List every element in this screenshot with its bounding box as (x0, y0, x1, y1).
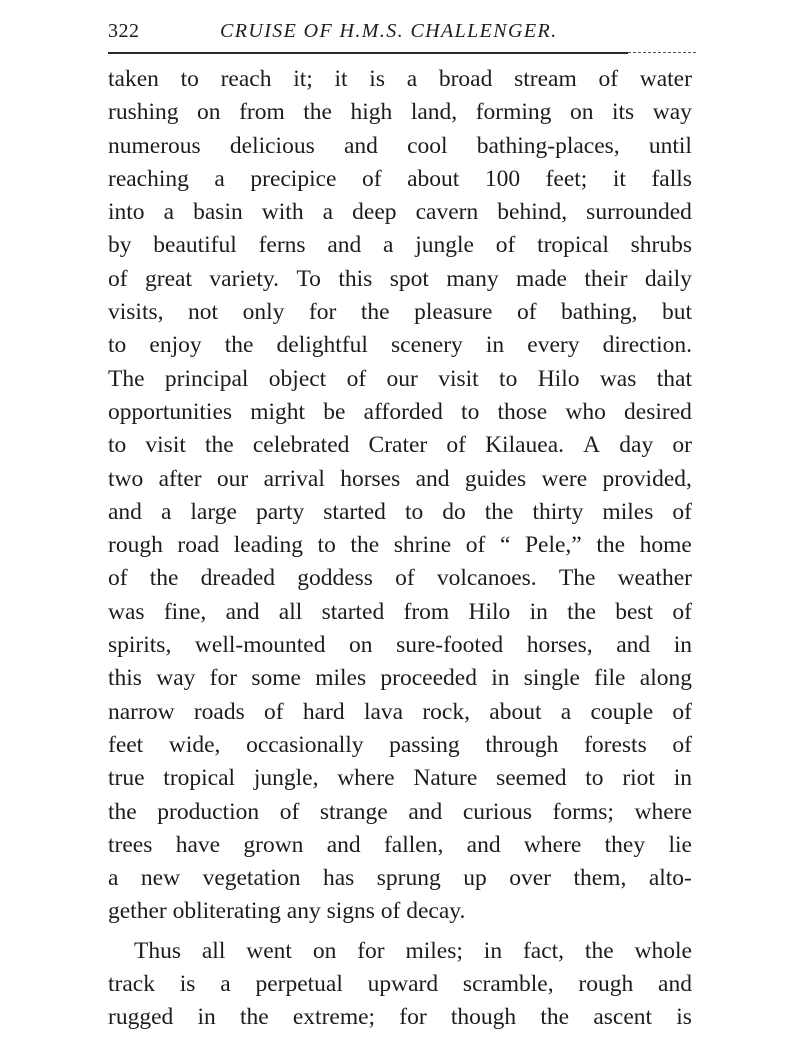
text-line: of the dreaded goddess of volcanoes. The weather (108, 565, 692, 592)
text-line: rushing on from the high land, forming on its way (108, 99, 692, 126)
text-line: opportunities might be afforded to those who desired (108, 398, 692, 425)
body-text (108, 63, 692, 1035)
page-number: 322 (108, 20, 140, 42)
text-line: to enjoy the delightful scenery in every direction. (108, 332, 692, 359)
running-title: CRUISE OF H.M.S. CHALLENGER. (220, 20, 558, 42)
text-line: narrow roads of hard lava rock, about a couple of (108, 698, 692, 725)
text-line: rugged in the extreme; for though the ascent is (108, 1004, 692, 1031)
text-line: a new vegetation has sprung up over them, alto- (108, 865, 692, 892)
text-line: of great variety. To this spot many made their daily (108, 265, 692, 292)
text-line: The principal object of our visit to Hilo was that (108, 365, 692, 392)
text-line: reaching a precipice of about 100 feet; it falls (108, 165, 692, 192)
header-rule (108, 52, 628, 54)
text-line: spirits, well-mounted on sure-footed horses, and in (108, 632, 692, 659)
paragraph-1 (108, 63, 692, 929)
text-line: visits, not only for the pleasure of bathing, but (108, 299, 692, 326)
paragraph-2 (108, 935, 692, 1035)
header-rule-tail (628, 52, 696, 53)
text-line: to visit the celebrated Crater of Kilauea. A day or (108, 432, 692, 459)
text-line: numerous delicious and cool bathing-places, until (108, 132, 692, 159)
text-line: the production of strange and curious forms; where (108, 798, 692, 825)
text-line: rough road leading to the shrine of “ Pele,” the home (108, 532, 692, 559)
text-line: by beautiful ferns and a jungle of tropical shrubs (108, 232, 692, 259)
text-line: this way for some miles proceeded in single file along (108, 665, 692, 692)
text-line: trees have grown and fallen, and where they lie (108, 831, 692, 858)
page-header (108, 18, 693, 48)
text-line: taken to reach it; it is a broad stream of water (108, 66, 692, 92)
text-line: track is a perpetual upward scramble, rough and (108, 971, 692, 998)
text-line: Thus all went on for miles; in fact, the whole (134, 937, 692, 964)
text-line: feet wide, occasionally passing through forests of (108, 731, 692, 758)
text-line: and a large party started to do the thirty miles of (108, 498, 692, 525)
text-line: was fine, and all started from Hilo in the best of (108, 598, 692, 625)
text-line: into a basin with a deep cavern behind, surrounded (108, 199, 692, 226)
text-line: two after our arrival horses and guides were provided, (108, 465, 692, 492)
text-line: gether obliterating any signs of decay. (108, 898, 466, 925)
text-line: true tropical jungle, where Nature seemed to riot in (108, 765, 692, 792)
